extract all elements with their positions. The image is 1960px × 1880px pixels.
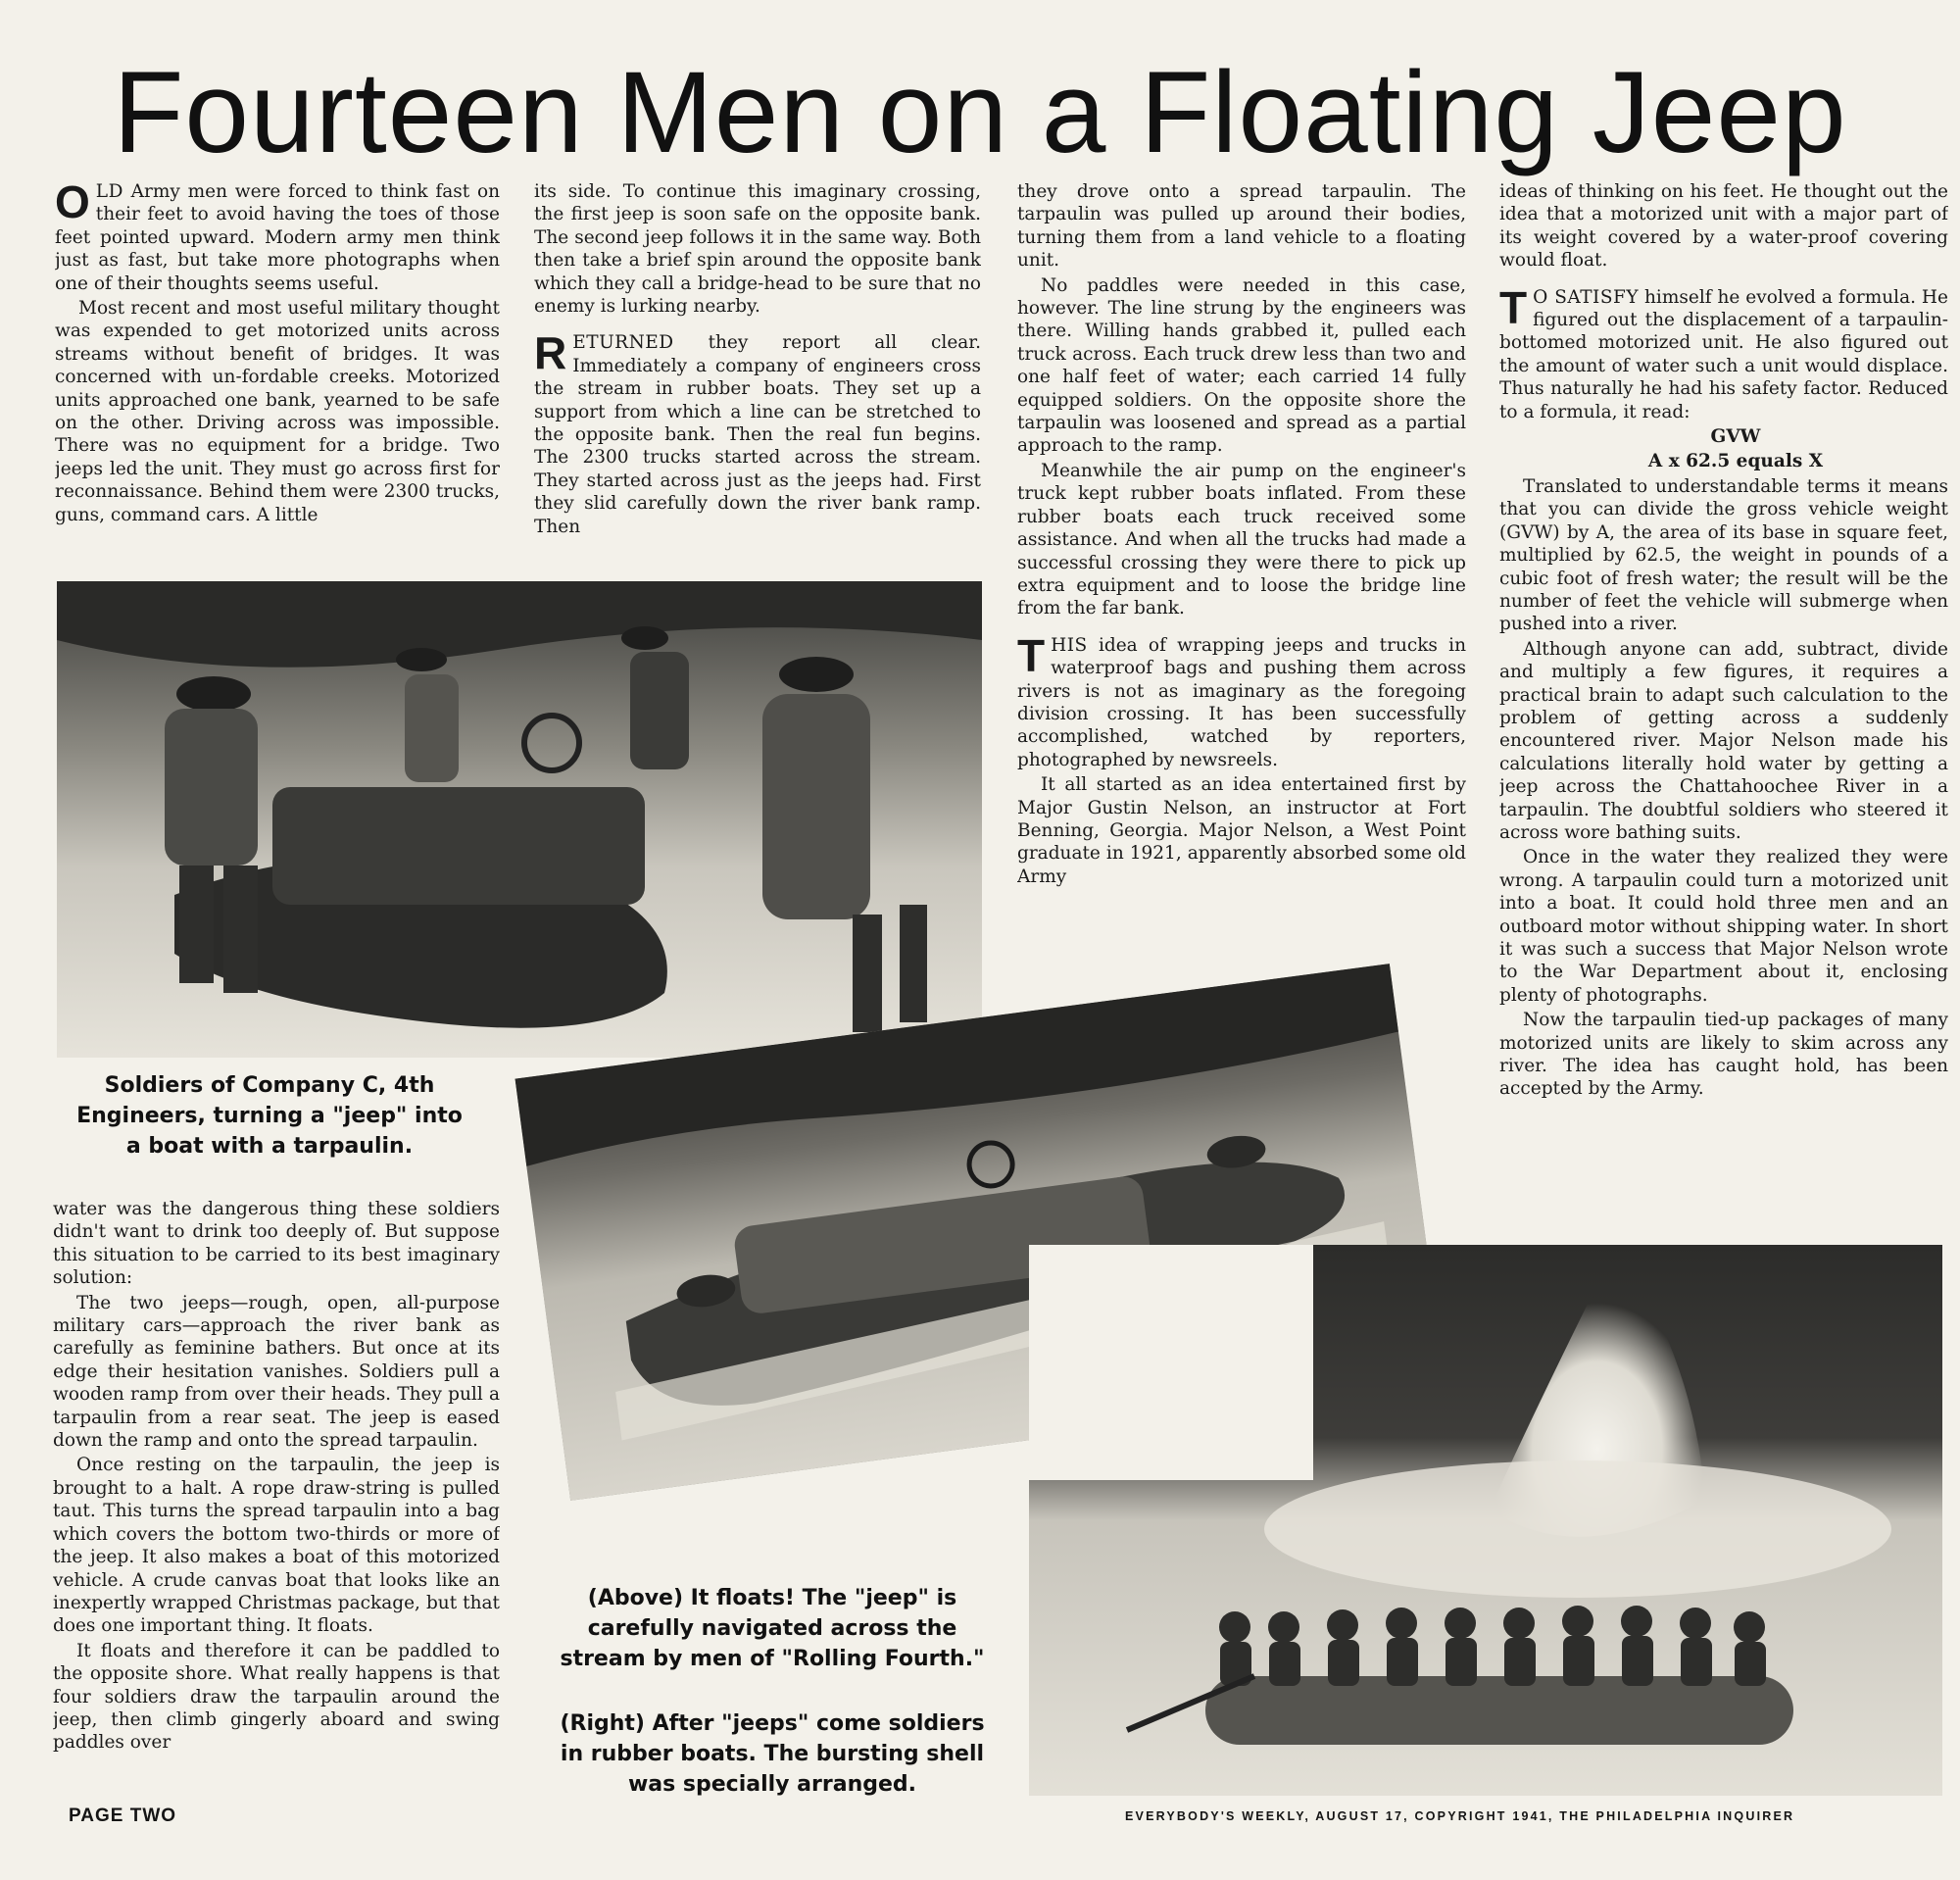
column-4 bbox=[1499, 180, 1948, 1219]
paragraph: The two jeeps—rough, open, all-purpose military cars—approach the river bank as carefully as feminine bathers. But once at its edge their hesitation vanishes. Soldiers pull a wooden ramp from over their heads. They pull a tarpaulin from a rear seat. The jeep is eased down the ramp and onto the spread tarpaulin. bbox=[53, 1292, 500, 1452]
paragraph: It floats and therefore it can be paddled to the opposite shore. What really happens is that four soldiers draw the tarpaulin around the jeep, then climb gingerly aboard and swing paddles over bbox=[53, 1640, 500, 1754]
paragraph: water was the dangerous thing these soldiers didn't want to drink too deeply of. But suppose this situation to be carried to its best imaginary solution: bbox=[53, 1199, 500, 1289]
drop-cap: O bbox=[55, 180, 90, 227]
footer-credit: EVERYBODY'S WEEKLY, AUGUST 17, COPYRIGHT 1941, THE PHILADELPHIA INQUIRER bbox=[1125, 1809, 1795, 1823]
paragraph-text: they report all clear. Immediately a company of engineers cross the stream in rubber boats. They set up a support from which a line can be stretched to the opposite bank. Then the real fun begins. The 2300 trucks started across the stream. They started across just as the jeeps had. First they slid carefully down the river bank ramp. Then bbox=[534, 332, 981, 537]
paragraph: ideas of thinking on his feet. He thought out the idea that a motorized unit with a major part of its weight covered by a water-proof covering would float. bbox=[1499, 181, 1948, 272]
paragraph bbox=[534, 327, 981, 538]
paragraph bbox=[1017, 629, 1466, 771]
paragraph: Although anyone can add, subtract, divide and multiply a few figures, it requires a practical brain to adapt such calculation to the problem of getting across a suddenly encountered river. Major Nelson made his calculations literally hold water by getting a jeep across the Chattahoochee River in a tarpaulin. The doubtful soldiers who steered it across wore bathing suits. bbox=[1499, 638, 1948, 843]
paragraph bbox=[1499, 281, 1948, 423]
photo-soldiers-tarpaulin-jeep bbox=[57, 581, 982, 1058]
formula-denominator: A x 62.5 equals X bbox=[1647, 451, 1824, 472]
drop-cap: T bbox=[1017, 629, 1046, 681]
lead-in: ETURNED bbox=[572, 332, 674, 354]
column-1-bottom bbox=[53, 1198, 500, 1798]
headline: Fourteen Men on a Floating Jeep bbox=[113, 48, 1847, 177]
paragraph: Now the tarpaulin tied-up packages of many motorized units are likely to skim across any river. The idea has caught hold, has been accepted by the Army. bbox=[1499, 1010, 1948, 1100]
caption-photo-3: (Right) After "jeeps" come soldiers in rubber boats. The bursting shell was specially arranged. bbox=[560, 1711, 985, 1797]
drop-cap: T bbox=[1499, 281, 1528, 333]
paragraph: its side. To continue this imaginary crossing, the first jeep is soon safe on the opposite bank. The second jeep follows it in the same way. Both then take a brief spin around the opposite bank which they call a bridge-head to be sure that no enemy is lurking nearby. bbox=[534, 181, 981, 318]
paragraph bbox=[55, 180, 500, 295]
paragraph-text: idea of wrapping jeeps and trucks in waterproof bags and pushing them across rivers is not as imaginary as the foregoing division crossing. It has been successfully accomplished, watched by reporters, photographed by newsreels. bbox=[1017, 634, 1466, 770]
drop-cap: R bbox=[534, 327, 567, 379]
lead-in: HIS bbox=[1051, 634, 1088, 656]
paragraph: Once resting on the tarpaulin, the jeep is brought to a halt. A rope draw-string is pulled taut. This turns the spread tarpaulin into a bag which covers the bottom two-thirds or more of the jeep. It also makes a boat of this motorized vehicle. A crude canvas boat that looks like an inexpertly wrapped Christmas package, but that does one important thing. It floats. bbox=[53, 1455, 500, 1637]
paragraph-text: himself he evolved a formula. He figured out the displacement of a tarpaulin-bottomed motorized unit. He also figured out the amount of water such a unit would displace. Thus naturally he had his safety factor. Reduced to a formula, it read: bbox=[1499, 286, 1948, 422]
caption-photo-2: (Above) It floats! The "jeep" is carefully navigated across the stream by men of "Rolling Fourth." bbox=[560, 1586, 985, 1671]
column-1-top bbox=[55, 180, 500, 553]
column-3 bbox=[1017, 180, 1466, 914]
paragraph: No paddles were needed in this case, however. The line strung by the engineers was there. Willing hands grabbed it, pulled each truck across. Each truck drew less than two and one half feet of water; each carried 14 fully equipped soldiers. On the opposite shore the tarpaulin was loosened and spread as a partial approach to the ramp. bbox=[1017, 274, 1466, 457]
caption-photo-1: Soldiers of Company C, 4th Engineers, turning a "jeep" into a boat with a tarpaulin. bbox=[76, 1073, 463, 1159]
paragraph: they drove onto a spread tarpaulin. The tarpaulin was pulled up around their bodies, turning them from a land vehicle to a floating unit. bbox=[1017, 181, 1466, 272]
paragraph: Translated to understandable terms it means that you can divide the gross vehicle weight (GVW) by A, the area of its base in square feet, multiplied by 62.5, the weight in pounds of a cubic foot of fresh water; the result will be the number of feet the vehicle will submerge when pushed into a river. bbox=[1499, 475, 1948, 635]
paragraph: Meanwhile the air pump on the engineer's truck kept rubber boats inflated. From these rubber boats each truck received some assistance. And when all the trucks had made a successful crossing they were there to pick up extra equipment and to loose the bridge line from the far bank. bbox=[1017, 460, 1466, 619]
formula-numerator: GVW bbox=[1710, 426, 1761, 448]
paragraph: It all started as an idea entertained first by Major Gustin Nelson, an instructor at Fort Benning, Georgia. Major Nelson, a West Point graduate in 1921, apparently absorbed some old Army bbox=[1017, 774, 1466, 887]
paragraph: Once in the water they realized they were wrong. A tarpaulin could turn a motorized unit into a boat. It could hold three men and an outboard motor without shipping water. In short it was such a success that Major Nelson wrote to the War Department about it, enclosing plenty of photographs. bbox=[1499, 847, 1948, 1006]
photo-rubber-boat-shell-burst bbox=[1029, 1245, 1942, 1796]
page-number: PAGE TWO bbox=[69, 1806, 177, 1826]
lead-in: LD bbox=[95, 181, 123, 202]
paragraph-text: Army men were forced to think fast on their feet to avoid having the toes of those feet pointed upward. Modern army men think just as fast, but take more photographs when one of their thoughts seems useful. bbox=[55, 181, 500, 294]
paragraph: Most recent and most useful military thought was expended to get motorized units across streams without benefit of bridges. It was concerned with un-fordable creeks. Motorized units approached one bank, yearned to be safe on the other. Driving across was impossible. There was no equipment for a bridge. Two jeeps led the unit. They must go across first for reconnaissance. Behind them were 2300 trucks, guns, command cars. A little bbox=[55, 298, 500, 525]
column-2-top bbox=[534, 180, 981, 553]
lead-in: O SATISFY bbox=[1533, 286, 1640, 308]
